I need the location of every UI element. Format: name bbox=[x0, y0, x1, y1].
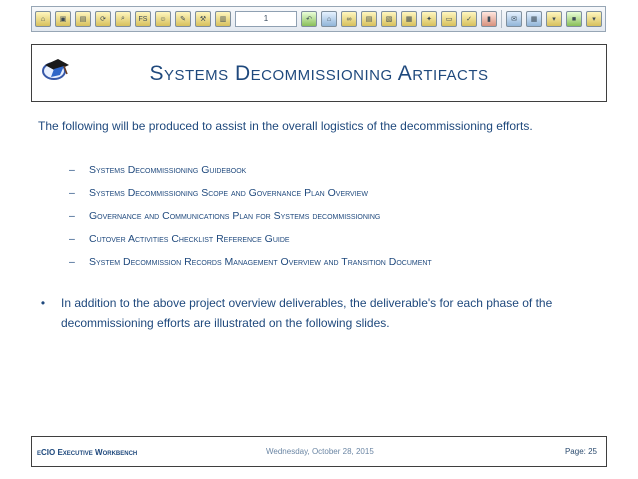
footer-page-number: Page: 25 bbox=[564, 447, 597, 456]
check-icon[interactable]: ✓ bbox=[461, 11, 477, 27]
refresh-icon[interactable]: ⟳ bbox=[95, 11, 111, 27]
dropdown-icon-2[interactable]: ▾ bbox=[586, 11, 602, 27]
toolbar-separator bbox=[501, 10, 502, 28]
bullet-icon: • bbox=[40, 296, 46, 310]
page-title: Systems Decommissioning Artifacts bbox=[149, 62, 489, 85]
undo-icon[interactable]: ↶ bbox=[301, 11, 317, 27]
dash-icon: – bbox=[69, 233, 75, 245]
green-icon[interactable]: ■ bbox=[566, 11, 582, 27]
footer-date: Wednesday, October 28, 2015 bbox=[266, 447, 374, 456]
title-box bbox=[31, 44, 607, 102]
dash-icon: – bbox=[69, 187, 75, 199]
lock-icon[interactable]: ▮ bbox=[481, 11, 497, 27]
mail-icon[interactable]: ✉ bbox=[506, 11, 522, 27]
list-item-text: Systems Decommissioning Scope and Governance Plan Overview bbox=[89, 187, 368, 199]
toolbar bbox=[31, 6, 606, 32]
note-icon[interactable]: ▭ bbox=[441, 11, 457, 27]
artifact-list bbox=[69, 159, 609, 274]
sheet-icon[interactable]: ▦ bbox=[401, 11, 417, 27]
home-icon[interactable]: ⌂ bbox=[35, 11, 51, 27]
list-item bbox=[69, 159, 609, 182]
bullet-text: In addition to the above project overview deliverables, the deliverable's for each phase of the decommissioning efforts are illustrated on the following slides. bbox=[61, 296, 553, 330]
bullet-paragraph bbox=[38, 293, 608, 333]
link-icon[interactable]: ∞ bbox=[341, 11, 357, 27]
list-item bbox=[69, 228, 609, 251]
dropdown-icon[interactable]: ▾ bbox=[546, 11, 562, 27]
footer-workbench-label: eCIO Executive Workbench bbox=[37, 448, 138, 457]
list-item-text: System Decommission Records Management Overview and Transition Document bbox=[89, 256, 432, 268]
list-item-text: Governance and Communications Plan for Systems decommissioning bbox=[89, 210, 381, 222]
fs-icon[interactable]: FS bbox=[135, 11, 151, 27]
doc-icon[interactable]: ▧ bbox=[381, 11, 397, 27]
binoculars-icon[interactable]: ⌂ bbox=[321, 11, 337, 27]
edit-icon[interactable]: ✎ bbox=[175, 11, 191, 27]
folder-open-icon[interactable]: ▤ bbox=[361, 11, 377, 27]
smiley-icon[interactable]: ☺ bbox=[155, 11, 171, 27]
search-icon[interactable]: ⌕ bbox=[115, 11, 131, 27]
document-icon[interactable]: ▤ bbox=[75, 11, 91, 27]
tools-icon[interactable]: ⚒ bbox=[195, 11, 211, 27]
dash-icon: – bbox=[69, 210, 75, 222]
pin-icon[interactable]: ✦ bbox=[421, 11, 437, 27]
page-number-field[interactable]: 1 bbox=[235, 11, 297, 27]
list-item bbox=[69, 251, 609, 274]
dash-icon: – bbox=[69, 256, 75, 268]
footer bbox=[31, 436, 607, 467]
page-icon[interactable]: ▥ bbox=[215, 11, 231, 27]
list-item-text: Systems Decommissioning Guidebook bbox=[89, 164, 247, 176]
dash-icon: – bbox=[69, 164, 75, 176]
folder-icon[interactable]: ▣ bbox=[55, 11, 71, 27]
list-item bbox=[69, 182, 609, 205]
calendar-icon[interactable]: ▦ bbox=[526, 11, 542, 27]
intro-text: The following will be produced to assist in the overall logistics of the decommissioning efforts. bbox=[38, 119, 533, 133]
list-item bbox=[69, 205, 609, 228]
list-item-text: Cutover Activities Checklist Reference Guide bbox=[89, 233, 290, 245]
